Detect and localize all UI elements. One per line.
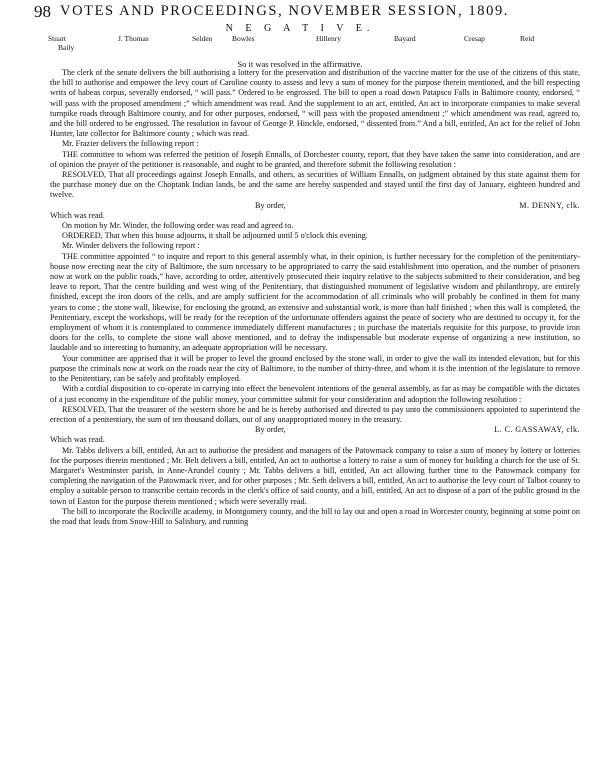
paragraph: Mr. Frazier delivers the following report :: [62, 139, 199, 149]
paragraph: Which was read.: [50, 435, 105, 445]
committee-report: THE committee appointed “ to inquire and report to this general assembly what, in their opinion, is further necessary for the completion of the penitentiary-house now erecting near the city of Baltimore, the sum necessary to be appropriated to carry the said establishment into operation, and the number of prisoners now at work on the public roads,” have, according to order, attentively prosecuted their inquiry relative to the subjects submitted to their consideration, and beg leave to report, That the centre building and west wing of the Penitentiary, that distinguished monument of legislative wisdom and philanthropy, are entirely finished, except the iron doors of the cells, and are amply sufficient for the accommodation of all criminals who will probably be confined in them for many years to come ; the stone wall, likewise, for enclosing the ground, an extensive and substantial work, is more than half finished ; when this wall is completed, the Penitentiary, except the workshops, will be ready for the reception of the unfortunate offenders against the peace of society who are destined to occupy it, for the employment of whom it is contemplated to commence immediately different manufactures ; to purchase the materials requisite for this purpose, to provide iron doors for the cells, to complete the stone wall above mentioned, and to defray the indispensable but moderate expense of organizing a new institution, so laudable and so interesting to humanity, an adequate appropriation will be necessary.: [50, 251, 580, 353]
paragraph: The bill to incorporate the Rockville academy, in Montgomery county, and the bill to lay out and open a road in Worcester county, beginning at some point on the road that leads from Snow-Hill to Salisbury, and running: [50, 506, 580, 526]
order: ORDERED, That when this house adjourns, it shall be adjourned until 5 o'clock this evening.: [62, 231, 368, 241]
vote-name: Bowles: [232, 34, 255, 43]
paragraph: Your committee are apprised that it will be proper to level the ground enclosed by the stone wall, in order to give the wall its intended elevation, but for this purpose the criminals now at work on the roads near the city of Baltimore, to the number of thirty-three, and whom it is the intention of the legislature to remove to the Penitentiary, can be safely and profitably employed.: [50, 353, 580, 384]
committee-report: THE committee to whom was referred the petition of Joseph Ennalls, of Dorchester county, report, that they have taken the same into consideration, and are of opinion the prayer of the petitioner is reasonable, and ought to be granted, and therefore submit the following resolution :: [50, 149, 580, 169]
resolution: RESOLVED, That the treasurer of the western shore be and he is hereby authorised and directed to pay unto the commissioners appointed to superintend the erection of a penitentiary, the sum of ten thousand dollars, out of any unappropriated money in the treasury.: [50, 404, 580, 424]
page-title: VOTES AND PROCEEDINGS, NOVEMBER SESSION, 1809.: [60, 3, 510, 19]
signatory: M. DENNY, clk.: [519, 200, 580, 210]
signature-line: [50, 425, 580, 435]
paragraph: Mr. Tabbs delivers a bill, entitled, An act to authorise the president and managers of the Patowmack company to raise a sum of money by lottery or lotteries for the purposes therein mentioned ; Mr. Belt delivers a bill, entitled, An act to authorise a lottery to raise a sum of money for building a church for the use of St. Margaret's Westminster parish, in Anne-Arundel county ; Mr. Tabbs delivers a bill, entitled, An act allowing further time to the Patowmack company for completing the navigation of the Patowmack river, and for other purposes ; Mr. Seth delivers a bill, entitled, An act to authorise the levy court of Talbot county to employ a suitable person to transcribe certain records in the clerk's office of said county, and a bill, entitled, An act to dispose of a part of the public ground in the town of Easton for the purpose therein mentioned ; which were severally read.: [50, 445, 580, 506]
page-number: 98: [34, 2, 51, 21]
by-order: By order,: [255, 200, 286, 210]
signature-line: [50, 201, 580, 211]
vote-name: Cresap: [464, 34, 485, 43]
negative-heading: N E G A T I V E.: [225, 23, 375, 34]
running-header: [34, 2, 580, 24]
vote-name: Hillenry: [316, 34, 341, 43]
vote-name: J. Thomas: [118, 34, 149, 43]
resolved-line: So it was resolved in the affirmative.: [237, 59, 363, 69]
paragraph: With a cordial disposition to co-operate in carrying into effect the benevolent intentions of the general assembly, as far as may be compatible with the dictates of a just economy in the expenditure of the public money, your committee submit for your consideration and adoption the following resolution :: [50, 384, 580, 404]
signatory: L. C. GASSAWAY, clk.: [494, 425, 580, 435]
paragraph: The clerk of the senate delivers the bill authorising a lottery for the preservation and distribution of the vaccine matter for the use of the citizens of this state, the bill to authorise and empower the levy court of Caroline county to assess and levy a sum of money for the purpose therein mentioned, and the bill respecting writs of habeas corpus, severally endorsed, “ will pass.” Ordered to be engrossed. The bill to open a road down Patapsco Falls in Baltimore county, endorsed, “ will pass with the proposed amendment ;” which amendment was read. And the supplement to an act, entitled, An act to incorporate companies to make several turnpike roads through Baltimore county, and for other purposes, endorsed, “ will pass with the proposed amendment ;” which amendment was read, agreed to, and the bill ordered to be engrossed. The resolution in favour of George P. Hinckle, endorsed, “ dissented from.” And a bill, entitled, An act for the relief of John Hunter, late collector for Baltimore county ; which was read.: [50, 68, 580, 139]
paragraph: On motion by Mr. Winder, the following order was read and agreed to.: [62, 221, 294, 231]
paragraph: Mr. Winder delivers the following report :: [62, 241, 200, 251]
by-order: By order,: [255, 425, 286, 435]
vote-name: Reid: [520, 34, 535, 43]
vote-name: Baily: [58, 43, 75, 52]
document-body: [50, 68, 580, 527]
vote-name: Bayard: [394, 34, 416, 43]
vote-name: Selden: [192, 34, 213, 43]
resolution: RESOLVED, That all proceedings against Joseph Ennalls, and others, as securities of William Ennalls, on judgment obtained by this state against them for the purchase money due on the Choptank Indian lands, be and the same are hereby suspended and stayed until the first day of January, eighteen hundred and twelve.: [50, 170, 580, 200]
vote-name: Stuart: [48, 34, 66, 43]
negative-names: [0, 34, 600, 60]
paragraph: Which was read.: [50, 210, 105, 220]
